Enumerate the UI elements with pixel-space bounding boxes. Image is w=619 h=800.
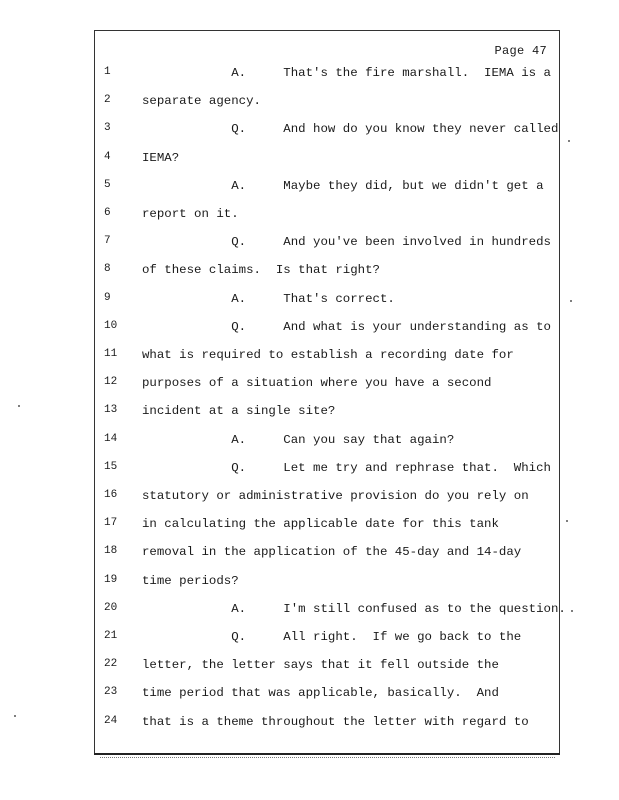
transcript-line <box>94 179 560 207</box>
scan-speck <box>571 610 573 612</box>
transcript-line <box>94 235 560 263</box>
transcript-line <box>94 715 560 743</box>
line-number: 14 <box>104 432 118 445</box>
scan-speck <box>18 405 20 407</box>
line-text: purposes of a situation where you have a second <box>142 376 492 391</box>
line-number: 7 <box>104 235 111 248</box>
line-text: removal in the application of the 45-day and 14-day <box>142 545 522 560</box>
transcript-line <box>94 320 560 348</box>
line-number: 5 <box>104 178 111 191</box>
transcript-line <box>94 94 560 122</box>
line-number: 19 <box>104 573 118 586</box>
line-number: 21 <box>104 630 118 642</box>
transcript-line <box>94 489 560 517</box>
line-number: 11 <box>104 348 118 360</box>
line-number: 1 <box>104 66 111 78</box>
line-text: Q. Let me try and rephrase that. Which <box>142 460 551 475</box>
footer-scan-noise <box>100 757 555 764</box>
line-text: letter, the letter says that it fell outside the <box>142 658 499 673</box>
line-number: 22 <box>104 658 118 671</box>
scan-speck <box>14 715 16 717</box>
line-text: time periods? <box>142 573 239 588</box>
line-number: 17 <box>104 517 118 530</box>
page-number: Page 47 <box>494 44 547 58</box>
line-number: 3 <box>104 122 111 135</box>
line-number: 24 <box>104 714 118 727</box>
line-text: report on it. <box>142 207 239 221</box>
line-text: in calculating the applicable date for this tank <box>142 517 499 532</box>
transcript-line <box>94 151 560 179</box>
line-number: 9 <box>104 291 111 304</box>
line-number: 8 <box>104 263 111 276</box>
line-text: what is required to establish a recording date for <box>142 348 514 362</box>
transcript-line <box>94 601 566 630</box>
line-number: 10 <box>104 319 118 332</box>
line-number: 12 <box>104 376 118 389</box>
line-text: Q. And what is your understanding as to <box>142 319 551 334</box>
transcript-line <box>94 433 560 461</box>
transcript-line <box>94 348 560 376</box>
line-text: incident at a single site? <box>142 404 336 419</box>
transcript-line <box>94 545 560 573</box>
line-text: of these claims. Is that right? <box>142 263 380 278</box>
scan-speck <box>568 140 570 142</box>
line-number: 20 <box>104 601 118 614</box>
line-number: 16 <box>104 489 118 501</box>
transcript-line <box>94 461 560 489</box>
transcript-line <box>94 376 560 404</box>
transcript-line <box>94 122 560 150</box>
transcript-line <box>94 263 560 291</box>
line-number: 13 <box>104 404 118 417</box>
line-text: A. That's correct. <box>142 291 395 306</box>
line-text: that is a theme throughout the letter with regard to <box>142 714 529 729</box>
line-text: IEMA? <box>142 150 180 165</box>
line-text: statutory or administrative provision do you rely on <box>142 489 529 503</box>
scan-speck <box>566 520 568 522</box>
line-text: separate agency. <box>142 94 261 109</box>
transcript-line <box>94 66 560 94</box>
transcript-line <box>94 658 560 686</box>
transcript-line <box>94 630 560 658</box>
line-text: time period that was applicable, basically. And <box>142 686 499 701</box>
transcript-line <box>94 686 560 714</box>
line-number: 18 <box>104 545 118 558</box>
line-text: Q. All right. If we go back to the <box>142 630 522 644</box>
line-text: Q. And how do you know they never called <box>142 122 559 137</box>
line-number: 15 <box>104 460 118 473</box>
transcript-line <box>94 404 560 432</box>
transcript-line <box>94 574 560 602</box>
line-text: Q. And you've been involved in hundreds <box>142 235 551 250</box>
transcript-line <box>94 292 560 320</box>
line-number: 23 <box>104 686 118 699</box>
line-number: 4 <box>104 150 111 163</box>
scan-speck <box>570 300 572 302</box>
line-number: 6 <box>104 207 111 219</box>
line-text: A. I'm still confused as to the question. <box>142 601 566 616</box>
page-bottom-rule <box>94 753 560 755</box>
line-number: 2 <box>104 94 111 107</box>
transcript-line <box>94 517 560 545</box>
line-text: A. That's the fire marshall. IEMA is a <box>142 66 551 80</box>
line-text: A. Can you say that again? <box>142 432 455 447</box>
line-text: A. Maybe they did, but we didn't get a <box>142 178 544 193</box>
transcript-line <box>94 207 560 235</box>
